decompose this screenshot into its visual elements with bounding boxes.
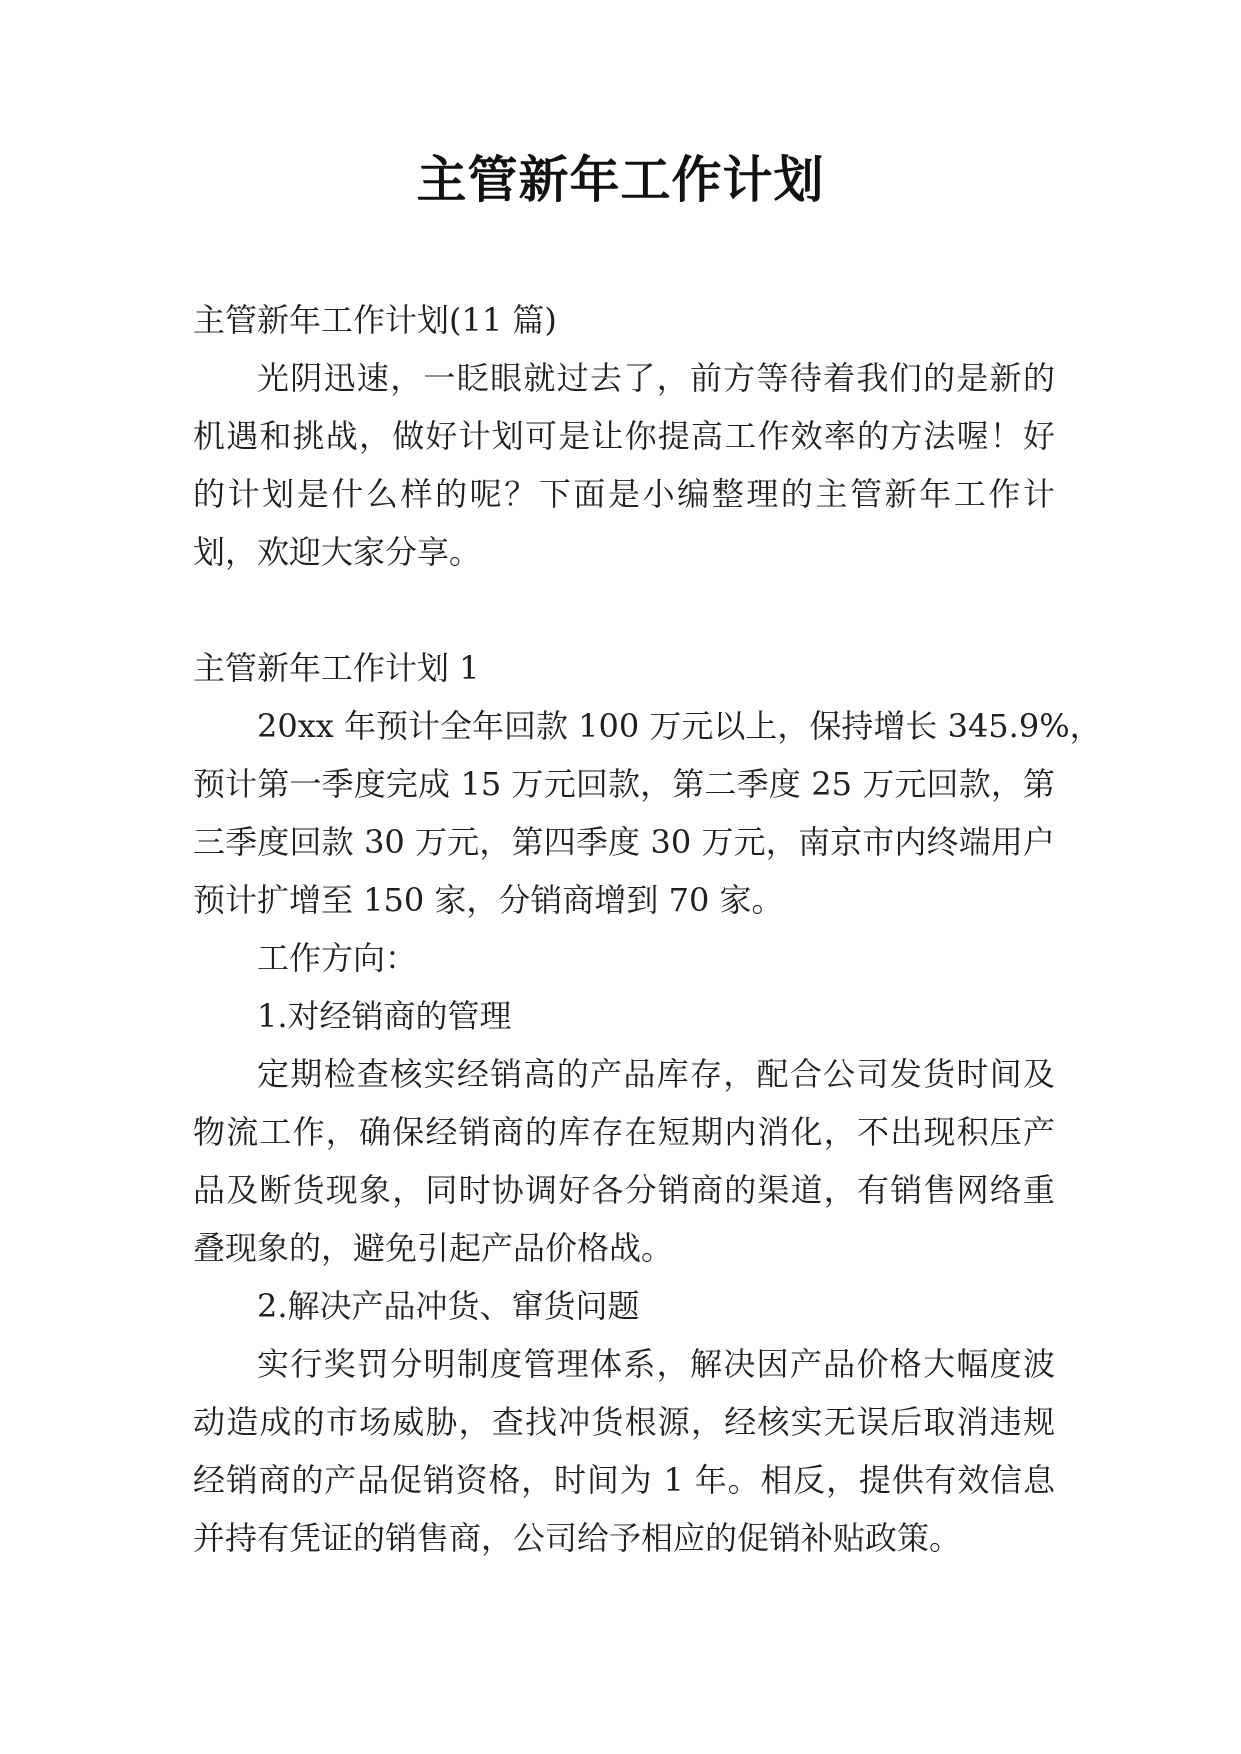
document-title: 主管新年工作计划	[416, 150, 825, 209]
text-line: 划，欢迎大家分享。	[193, 533, 482, 571]
list-item	[193, 987, 1055, 1045]
text-line: 经销商的产品促销资格，时间为 1 年。相反，提供有效信息	[193, 1461, 1055, 1499]
text-line: 机遇和挑战，做好计划可是让你提高工作效率的方法喔！好	[193, 417, 1055, 455]
text-line: 动造成的市场威胁，查找冲货根源，经核实无误后取消违规	[193, 1403, 1055, 1441]
text-line: 1.对经销商的管理	[257, 997, 512, 1035]
text-line: 的计划是什么样的呢？下面是小编整理的主管新年工作计	[193, 475, 1055, 513]
section-heading	[193, 639, 1055, 697]
text-line: 主管新年工作计划 1	[193, 649, 480, 687]
body-paragraph	[193, 1335, 1055, 1567]
body-paragraph	[193, 1045, 1055, 1277]
text-line: 预计扩增至 150 家，分销商增到 70 家。	[193, 881, 784, 919]
body-paragraph	[193, 349, 1055, 581]
text-line: 20xx 年预计全年回款 100 万元以上，保持增长 345.9%，	[257, 707, 1102, 745]
document-subtitle	[193, 291, 1055, 349]
text-line: 预计第一季度完成 15 万元回款，第二季度 25 万元回款，第	[193, 765, 1055, 803]
text-line: 2.解决产品冲货、窜货问题	[257, 1287, 640, 1325]
text-line: 工作方向：	[257, 939, 418, 977]
text-line: 实行奖罚分明制度管理体系，解决因产品价格大幅度波	[257, 1345, 1055, 1383]
text-line: 定期检查核实经销高的产品库存，配合公司发货时间及	[257, 1055, 1055, 1093]
list-item	[193, 1277, 1055, 1335]
blank-line	[193, 581, 1055, 639]
text-line: 三季度回款 30 万元，第四季度 30 万元，南京市内终端用户	[193, 823, 1055, 861]
text-line: 光阴迅速，一眨眼就过去了，前方等待着我们的是新的	[257, 359, 1055, 397]
text-line: 主管新年工作计划(11 篇)	[193, 301, 557, 339]
body-paragraph	[193, 697, 1102, 929]
document-body	[193, 291, 1102, 1567]
text-line: 叠现象的，避免引起产品价格战。	[193, 1229, 674, 1267]
text-line: 物流工作，确保经销商的库存在短期内消化，不出现积压产	[193, 1113, 1055, 1151]
list-item	[193, 929, 1055, 987]
text-line: 并持有凭证的销售商，公司给予相应的促销补贴政策。	[193, 1519, 962, 1557]
text-line: 品及断货现象，同时协调好各分销商的渠道，有销售网络重	[193, 1171, 1055, 1209]
